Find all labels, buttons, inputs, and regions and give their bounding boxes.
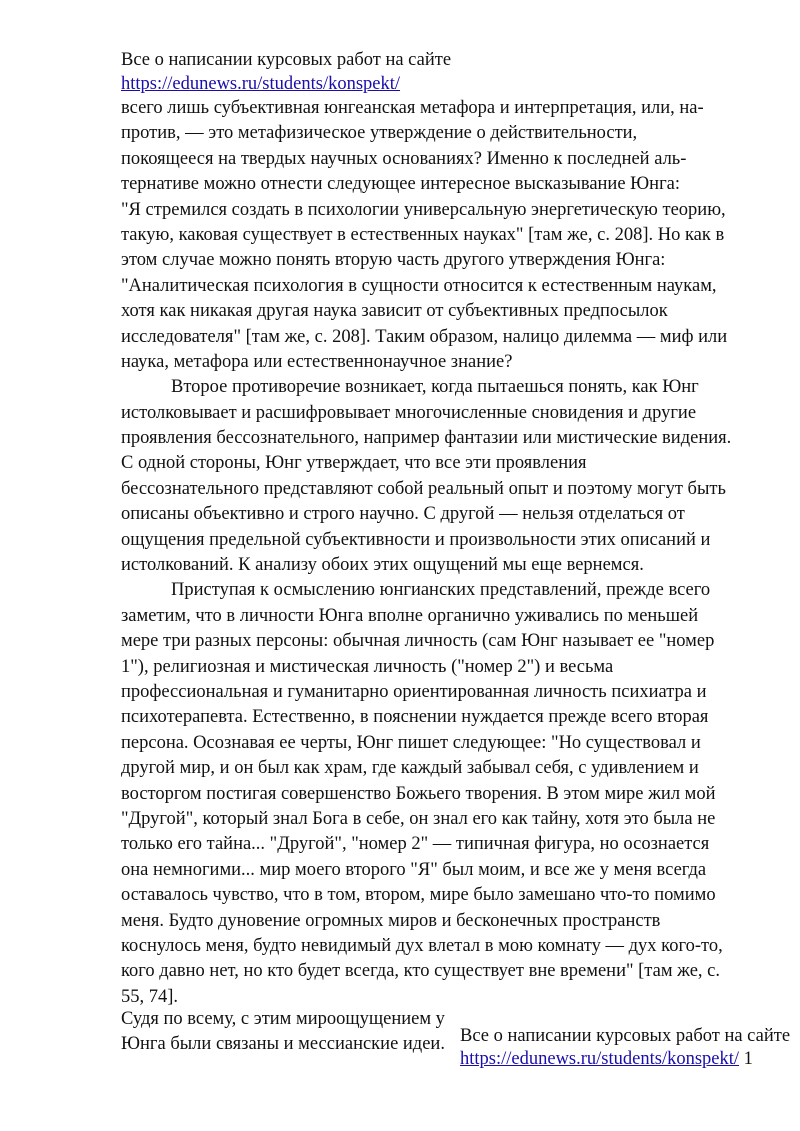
body-text: [121, 96, 751, 1010]
text-line: мере три разных персоны: обычная личность (сам Юнг называет ее "номер: [121, 631, 715, 652]
text-line: только его тайна... "Другой", "номер 2" — типичная фигура, но осознается: [121, 834, 710, 855]
text-line: всего лишь субъективная юнгеанская метафора и интерпретация, или, на-: [121, 98, 704, 118]
text-line: описаны объективно и строго научно. С другой — нельзя отделаться от: [121, 504, 685, 525]
text-line: истолкований. К анализу обоих этих ощущений мы еще вернемся.: [121, 555, 644, 576]
text-line: истолковывает и расшифровывает многочисленные сновидения и другие: [121, 402, 697, 423]
text-line: персона. Осознавая ее черты, Юнг пишет следующее: "Но существовал и: [121, 732, 701, 753]
text-line: этом случае можно понять вторую часть другого утверждения Юнга:: [121, 250, 666, 271]
text-line: заметим, что в личности Юнга вполне органично уживались по меньшей: [121, 605, 699, 626]
text-line: другой мир, и он был как храм, где каждый забывал себя, с удивлением и: [121, 758, 699, 779]
text-line: профессиональная и гуманитарно ориентированная личность психиатра и: [121, 681, 707, 702]
text-line: С одной стороны, Юнг утверждает, что все эти проявления: [121, 453, 587, 474]
text-line: наука, метафора или естественнонаучное знание?: [121, 351, 513, 372]
text-line: 1"), религиозная и мистическая личность ("номер 2") и весьма: [121, 656, 614, 677]
text-line: оставалось чувство, что в том, втором, мире было замешано что-то помимо: [121, 885, 716, 906]
final-line: Юнга были связаны и мессианские идеи.: [121, 1034, 445, 1055]
header-link[interactable]: https://edunews.ru/students/konspekt/: [121, 74, 401, 94]
text-line: покоящееся на твердых научных основаниях? Именно к последней аль-: [121, 148, 687, 169]
page-number: 1: [743, 1049, 753, 1069]
text-line: она немногими... мир моего второго "Я" был моим, и все же у меня всегда: [121, 859, 707, 880]
header-title: Все о написании курсовых работ на сайте: [121, 50, 452, 70]
final-paragraph: [121, 1007, 445, 1058]
text-line: меня. Будто дуновение огромных миров и бесконечных пространств: [121, 910, 661, 931]
text-line: хотя как никакая другая наука зависит от субъективных предпосылок: [121, 301, 668, 322]
text-line: исследователя" [там же, с. 208]. Таким образом, налицо дилемма — миф или: [121, 326, 728, 347]
text-line: "Я стремился создать в психологии универсальную энергетическую теорию,: [121, 199, 726, 220]
text-line: Приступая к осмыслению юнгианских представлений, прежде всего: [171, 580, 711, 601]
final-line: Судя по всему, с этим мироощущением у: [121, 1009, 445, 1029]
footer-link[interactable]: https://edunews.ru/students/konspekt/: [460, 1049, 740, 1069]
text-line: бессознательного представляют собой реальный опыт и поэтому могут быть: [121, 478, 726, 499]
text-line: 55, 74].: [121, 986, 179, 1007]
text-line: "Аналитическая психология в сущности относится к естественным наукам,: [121, 275, 717, 296]
text-line: кого давно нет, но кто будет всегда, кто существует вне времени" [там же, с.: [121, 961, 721, 982]
text-line: тернативе можно отнести следующее интересное высказывание Юнга:: [121, 174, 681, 195]
text-line: психотерапевта. Естественно, в пояснении нуждается прежде всего вторая: [121, 707, 709, 728]
text-line: восторгом постигая совершенство Божьего творения. В этом мире жил мой: [121, 783, 716, 804]
text-line: коснулось меня, будто невидимый дух влетал в мою комнату — дух кого-то,: [121, 935, 723, 956]
page-header: [121, 48, 451, 96]
text-line: ощущения предельной субъективности и произвольности этих описаний и: [121, 529, 711, 550]
page-footer: [460, 1025, 790, 1071]
footer-title: Все о написании курсовых работ на сайте: [460, 1026, 791, 1046]
text-line: такую, каковая существует в естественных науках" [там же, с. 208]. Но как в: [121, 224, 725, 245]
text-line: против, — это метафизическое утверждение о действительности,: [121, 123, 638, 144]
text-line: "Другой", который знал Бога в себе, он знал его как тайну, хотя это была не: [121, 808, 716, 829]
text-line: Второе противоречие возникает, когда пытаешься понять, как Юнг: [171, 377, 699, 398]
text-line: проявления бессознательного, например фантазии или мистические видения.: [121, 428, 732, 449]
